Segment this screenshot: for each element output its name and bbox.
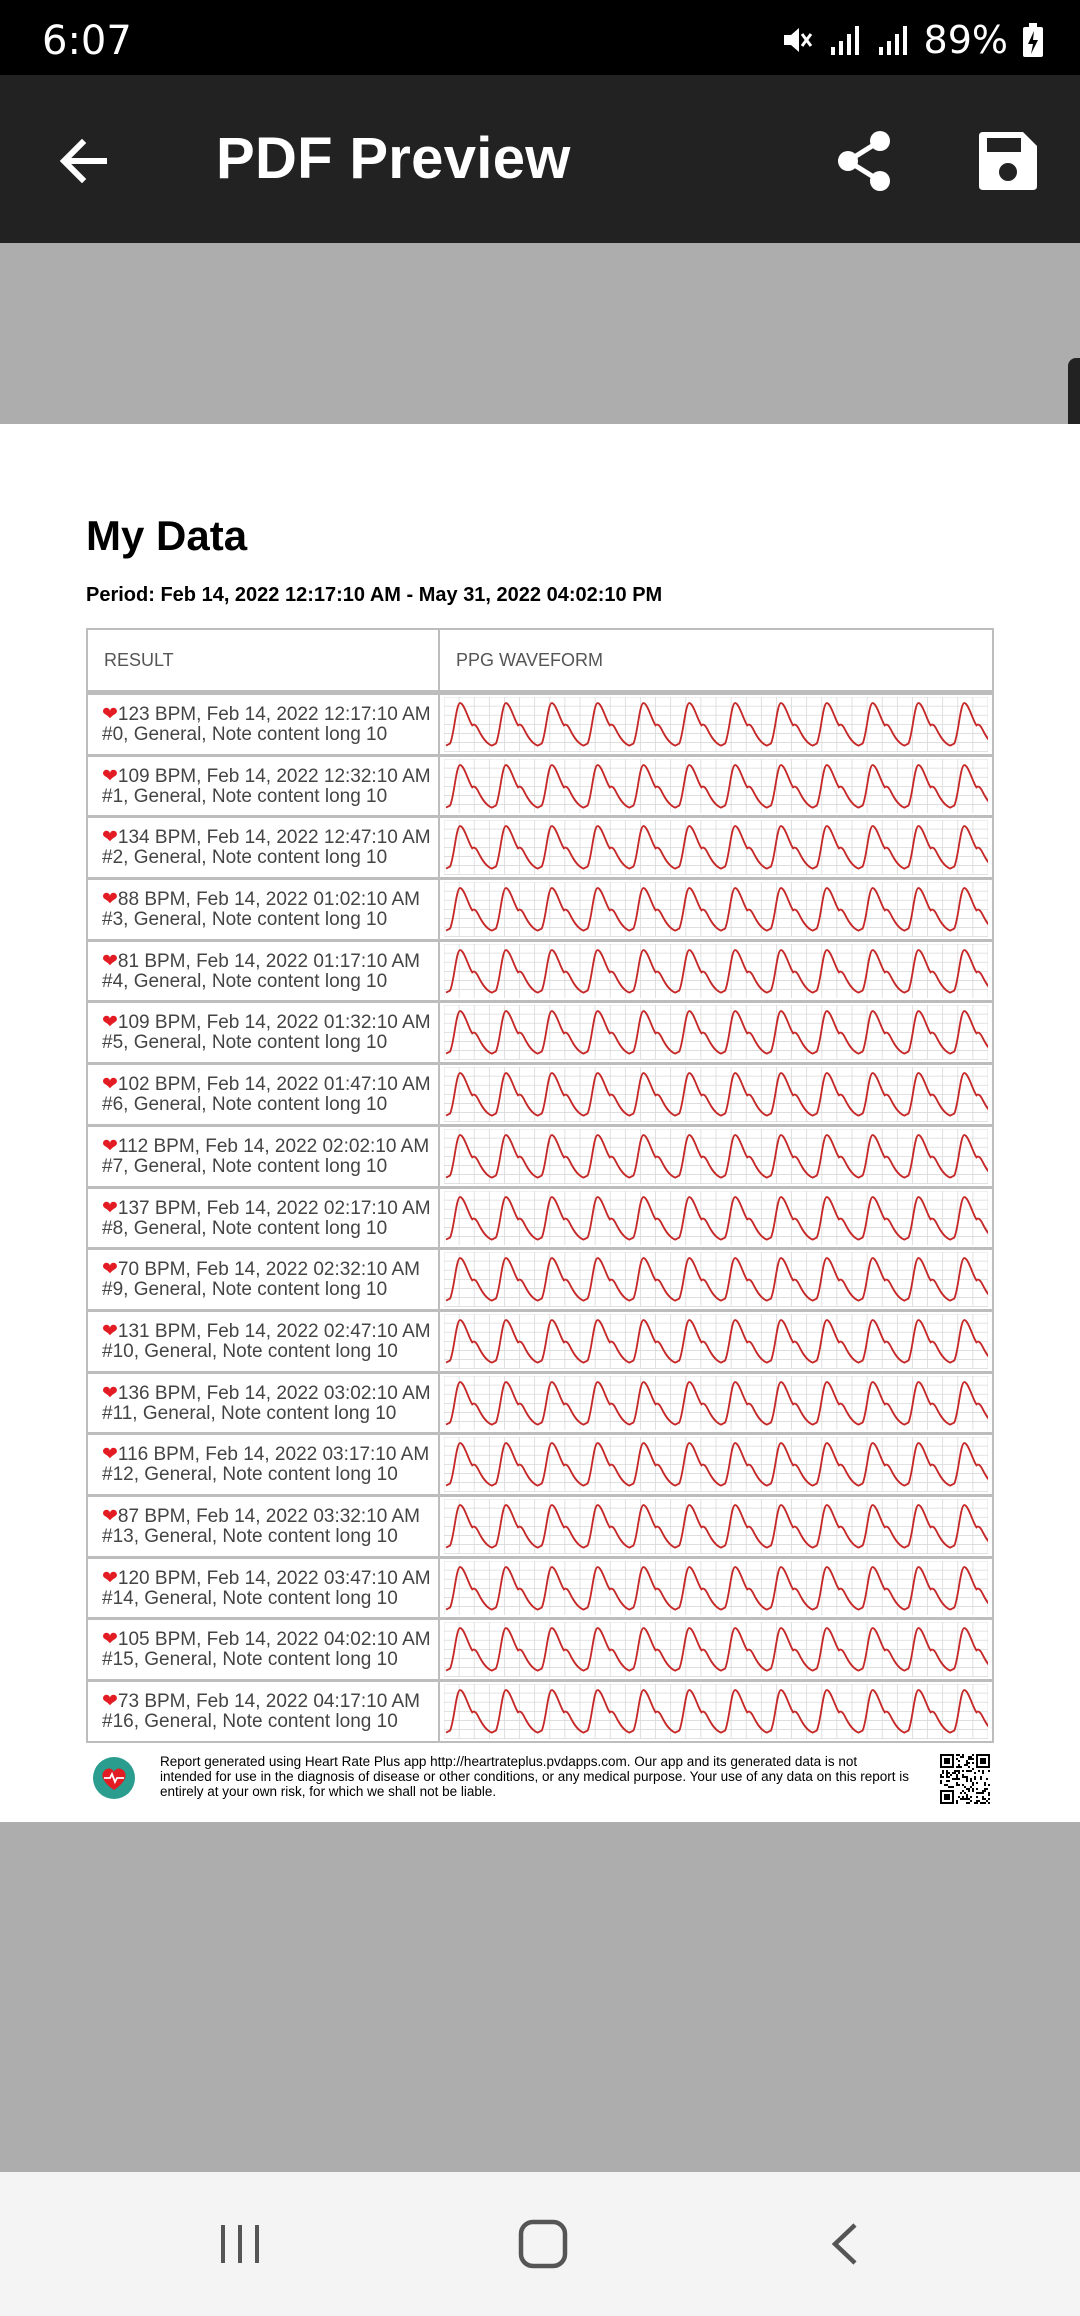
app-logo-icon (92, 1756, 136, 1800)
result-line1: 70 BPM, Feb 14, 2022 02:32:10 AM (117, 1259, 421, 1281)
table-header (88, 630, 992, 692)
back-button[interactable] (42, 119, 126, 203)
result-line2: #4, General, Note content long 10 (102, 970, 388, 992)
result-line1: 116 BPM, Feb 14, 2022 03:17:10 AM (117, 1444, 430, 1466)
table-row (88, 1062, 992, 1124)
ppg-waveform (444, 1376, 988, 1431)
battery-percent: 89% (923, 18, 1008, 62)
waveform-cell (440, 1065, 992, 1124)
share-icon (834, 129, 894, 193)
result-line2: #10, General, Note content long 10 (102, 1340, 398, 1362)
recent-apps-button[interactable] (200, 2208, 280, 2280)
ppg-waveform (444, 944, 988, 999)
result-cell (88, 1374, 440, 1433)
waveform-cell (440, 1189, 992, 1248)
ppg-waveform (444, 1129, 988, 1184)
result-line1: 112 BPM, Feb 14, 2022 02:02:10 AM (117, 1135, 430, 1157)
result-line2: #12, General, Note content long 10 (102, 1464, 398, 1486)
result-line2: #5, General, Note content long 10 (102, 1032, 388, 1054)
table-row (88, 1556, 992, 1618)
ppg-waveform (444, 1684, 988, 1739)
result-cell (88, 880, 440, 939)
share-button[interactable] (818, 119, 910, 203)
result-line2: #11, General, Note content long 10 (102, 1402, 397, 1424)
table-row (88, 1247, 992, 1309)
result-line1: 136 BPM, Feb 14, 2022 03:02:10 AM (117, 1382, 431, 1404)
result-cell (88, 1620, 440, 1679)
result-cell (88, 1003, 440, 1062)
result-cell (88, 1065, 440, 1124)
result-cell (88, 1435, 440, 1494)
waveform-cell (440, 1003, 992, 1062)
waveform-cell (440, 1559, 992, 1618)
back-arrow-icon (56, 133, 112, 189)
status-time: 6:07 (42, 18, 132, 64)
ppg-waveform (444, 1561, 988, 1616)
result-line2: #8, General, Note content long 10 (102, 1217, 388, 1239)
table-row (88, 939, 992, 1001)
footer-disclaimer: Report generated using Heart Rate Plus app http://heartrateplus.pvdapps.com. Our app and its generated data is not intended for use in the diagnosis of disease or other conditions, or any medical purpose. Your use of any data on this report is entirely at your own risk, for which we shall not be liable. (160, 1754, 909, 1799)
result-cell (88, 1312, 440, 1371)
result-line2: #2, General, Note content long 10 (102, 847, 388, 869)
result-cell (88, 1559, 440, 1618)
waveform-cell (440, 1497, 992, 1556)
save-button[interactable] (962, 119, 1054, 203)
table-row (88, 1186, 992, 1248)
waveform-cell (440, 1312, 992, 1371)
table-row (88, 754, 992, 816)
result-cell (88, 818, 440, 877)
result-line1: 81 BPM, Feb 14, 2022 01:17:10 AM (117, 950, 421, 972)
table-row (88, 1617, 992, 1679)
waveform-cell (440, 942, 992, 1001)
heart-icon: ❤ (102, 1505, 118, 1527)
heart-icon: ❤ (102, 827, 118, 849)
waveform-cell (440, 880, 992, 939)
ppg-waveform (444, 1437, 988, 1492)
result-cell (88, 1682, 440, 1741)
heart-icon: ❤ (102, 1135, 118, 1157)
qr-code-icon (940, 1754, 990, 1804)
heart-icon: ❤ (102, 1382, 118, 1404)
report-footer (86, 1754, 994, 1810)
heart-icon: ❤ (102, 1320, 118, 1342)
heart-icon: ❤ (102, 1197, 118, 1219)
save-icon (977, 130, 1039, 192)
result-line2: #13, General, Note content long 10 (102, 1525, 398, 1547)
waveform-cell (440, 757, 992, 816)
home-button[interactable] (503, 2208, 583, 2280)
recent-apps-icon (215, 2219, 265, 2269)
table-row (88, 1494, 992, 1556)
result-line2: #6, General, Note content long 10 (102, 1094, 388, 1116)
pdf-page (0, 424, 1080, 1822)
navigation-bar (0, 2172, 1080, 2316)
waveform-cell (440, 695, 992, 754)
heart-icon: ❤ (102, 1259, 118, 1281)
ppg-waveform (444, 1191, 988, 1246)
waveform-cell (440, 1250, 992, 1309)
status-icons (780, 18, 1044, 62)
ppg-waveform (444, 882, 988, 937)
waveform-cell (440, 1682, 992, 1741)
result-line1: 102 BPM, Feb 14, 2022 01:47:10 AM (117, 1074, 431, 1096)
ppg-waveform (444, 1499, 988, 1554)
result-line1: 88 BPM, Feb 14, 2022 01:02:10 AM (117, 889, 421, 911)
result-line2: #7, General, Note content long 10 (102, 1155, 388, 1177)
table-row (88, 1679, 992, 1741)
result-line1: 137 BPM, Feb 14, 2022 02:17:10 AM (117, 1197, 431, 1219)
result-line2: #1, General, Note content long 10 (102, 785, 388, 807)
waveform-cell (440, 1620, 992, 1679)
result-cell (88, 1497, 440, 1556)
heart-icon: ❤ (102, 889, 118, 911)
table-row (88, 877, 992, 939)
table-row (88, 1371, 992, 1433)
heart-icon: ❤ (102, 1629, 118, 1651)
heart-icon: ❤ (102, 1691, 118, 1712)
result-cell (88, 1189, 440, 1248)
table-row (88, 815, 992, 877)
heart-icon: ❤ (102, 950, 118, 972)
result-line2: #16, General, Note content long 10 (102, 1711, 398, 1732)
result-cell (88, 1127, 440, 1186)
result-line1: 73 BPM, Feb 14, 2022 04:17:10 AM (117, 1691, 421, 1712)
waveform-cell (440, 1435, 992, 1494)
document-title: My Data (86, 512, 248, 559)
result-line1: 134 BPM, Feb 14, 2022 12:47:10 AM (117, 827, 431, 849)
waveform-cell (440, 818, 992, 877)
status-bar (0, 0, 1080, 75)
result-cell (88, 942, 440, 1001)
page-title: PDF Preview (216, 126, 571, 191)
heart-icon: ❤ (102, 1567, 118, 1589)
result-line1: 120 BPM, Feb 14, 2022 03:47:10 AM (117, 1567, 431, 1589)
battery-charging-icon (1022, 22, 1044, 58)
ppg-waveform (444, 1005, 988, 1060)
table-row (88, 1000, 992, 1062)
column-header-result: RESULT (88, 630, 440, 690)
result-line1: 105 BPM, Feb 14, 2022 04:02:10 AM (117, 1629, 431, 1651)
ppg-waveform (444, 759, 988, 814)
result-line2: #0, General, Note content long 10 (102, 724, 388, 745)
mute-icon (780, 23, 814, 57)
result-line1: 109 BPM, Feb 14, 2022 01:32:10 AM (117, 1012, 431, 1034)
home-icon (516, 2217, 570, 2271)
ppg-waveform (444, 1314, 988, 1369)
table-row (88, 692, 992, 754)
ppg-waveform (444, 820, 988, 875)
app-bar (0, 75, 1080, 243)
heart-icon: ❤ (102, 1444, 118, 1466)
signal-icon (876, 23, 910, 57)
table-row (88, 1309, 992, 1371)
back-icon (821, 2219, 871, 2269)
heart-icon: ❤ (102, 704, 118, 725)
heart-icon: ❤ (102, 1074, 118, 1096)
result-line2: #15, General, Note content long 10 (102, 1649, 398, 1671)
table-row (88, 1124, 992, 1186)
heart-icon: ❤ (102, 1012, 118, 1034)
heart-icon: ❤ (102, 765, 118, 787)
ppg-waveform (444, 697, 988, 752)
signal-icon (828, 23, 862, 57)
result-line1: 87 BPM, Feb 14, 2022 03:32:10 AM (117, 1505, 421, 1527)
result-line1: 109 BPM, Feb 14, 2022 12:32:10 AM (117, 765, 431, 787)
table-body (88, 692, 992, 1741)
result-cell (88, 757, 440, 816)
result-line1: 131 BPM, Feb 14, 2022 02:47:10 AM (117, 1320, 431, 1342)
column-header-waveform: PPG WAVEFORM (456, 649, 604, 670)
data-table (86, 628, 994, 1743)
result-cell (88, 695, 440, 754)
result-line1: 123 BPM, Feb 14, 2022 12:17:10 AM (117, 704, 431, 725)
result-cell (88, 1250, 440, 1309)
result-line2: #9, General, Note content long 10 (102, 1279, 388, 1301)
ppg-waveform (444, 1622, 988, 1677)
result-line2: #14, General, Note content long 10 (102, 1587, 398, 1609)
table-row (88, 1432, 992, 1494)
waveform-cell (440, 1127, 992, 1186)
waveform-cell (440, 1374, 992, 1433)
nav-back-button[interactable] (806, 2208, 886, 2280)
result-line2: #3, General, Note content long 10 (102, 909, 388, 931)
ppg-waveform (444, 1252, 988, 1307)
ppg-waveform (444, 1067, 988, 1122)
document-period: Period: Feb 14, 2022 12:17:10 AM - May 31, 2022 04:02:10 PM (86, 584, 663, 606)
